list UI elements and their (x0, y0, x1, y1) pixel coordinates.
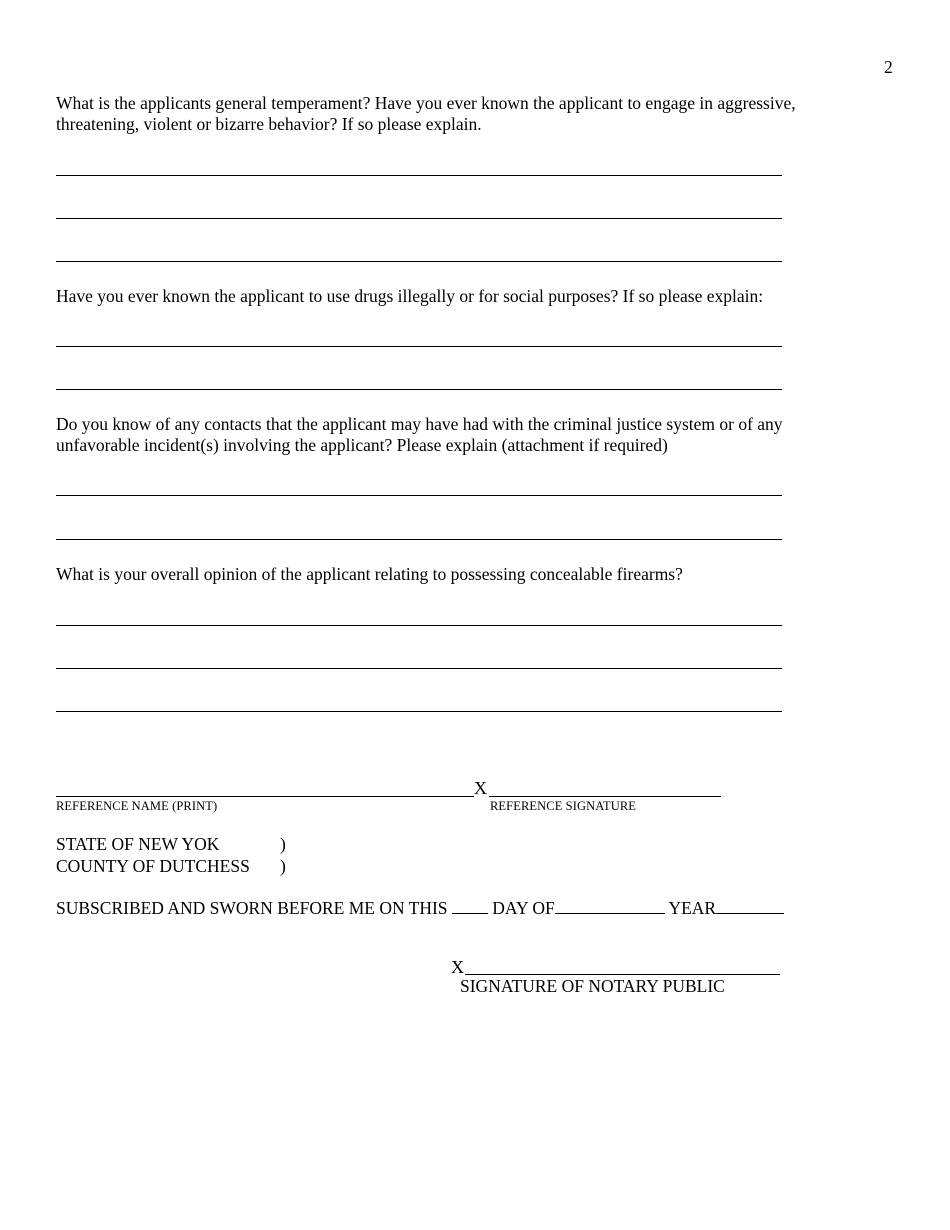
answer-line-criminal-2[interactable] (56, 539, 782, 540)
sworn-day-field[interactable] (452, 898, 488, 914)
question-criminal-justice: Do you know of any contacts that the applicant may have had with the criminal justice system or of any unfavorable incident(s) involving the applicant? Please explain (attachment if required) (56, 414, 783, 455)
sworn-year-label: YEAR (668, 898, 717, 918)
question-overall-opinion: What is your overall opinion of the applicant relating to possessing concealable firearms? (56, 564, 683, 584)
notary-signature-field[interactable] (465, 974, 780, 975)
answer-line-temperament-2[interactable] (56, 218, 782, 219)
reference-signature-label: REFERENCE SIGNATURE (490, 799, 637, 813)
answer-line-temperament-1[interactable] (56, 175, 782, 176)
question-drugs: Have you ever known the applicant to use drugs illegally or for social purposes? If so please explain: (56, 286, 764, 306)
page-number: 2 (884, 57, 893, 77)
answer-line-drugs-1[interactable] (56, 346, 782, 347)
answer-line-opinion-3[interactable] (56, 711, 782, 712)
notary-signature-label: SIGNATURE OF NOTARY PUBLIC (460, 976, 725, 996)
reference-signature-field[interactable] (489, 796, 721, 797)
notary-signature-x: X (451, 957, 464, 977)
answer-line-drugs-2[interactable] (56, 389, 782, 390)
question-temperament: What is the applicants general temperament? Have you ever known the applicant to engage in aggressive, threatening, violent or bizarre behavior? If so please explain. (56, 93, 796, 134)
venue-state: STATE OF NEW YOK (56, 834, 220, 854)
reference-name-label: REFERENCE NAME (PRINT) (56, 799, 218, 813)
venue-state-paren: ) (280, 834, 286, 854)
answer-line-criminal-1[interactable] (56, 495, 782, 496)
reference-name-field[interactable] (56, 796, 474, 797)
answer-line-temperament-3[interactable] (56, 261, 782, 262)
venue-county: COUNTY OF DUTCHESS (56, 856, 250, 876)
venue-county-paren: ) (280, 856, 286, 876)
sworn-month-field[interactable] (555, 898, 665, 914)
sworn-day-label: DAY OF (492, 898, 555, 918)
reference-signature-x: X (474, 778, 487, 798)
sworn-prefix: SUBSCRIBED AND SWORN BEFORE ME ON THIS (56, 898, 448, 918)
answer-line-opinion-2[interactable] (56, 668, 782, 669)
sworn-statement (56, 898, 784, 919)
sworn-year-field[interactable] (716, 898, 784, 914)
answer-line-opinion-1[interactable] (56, 625, 782, 626)
